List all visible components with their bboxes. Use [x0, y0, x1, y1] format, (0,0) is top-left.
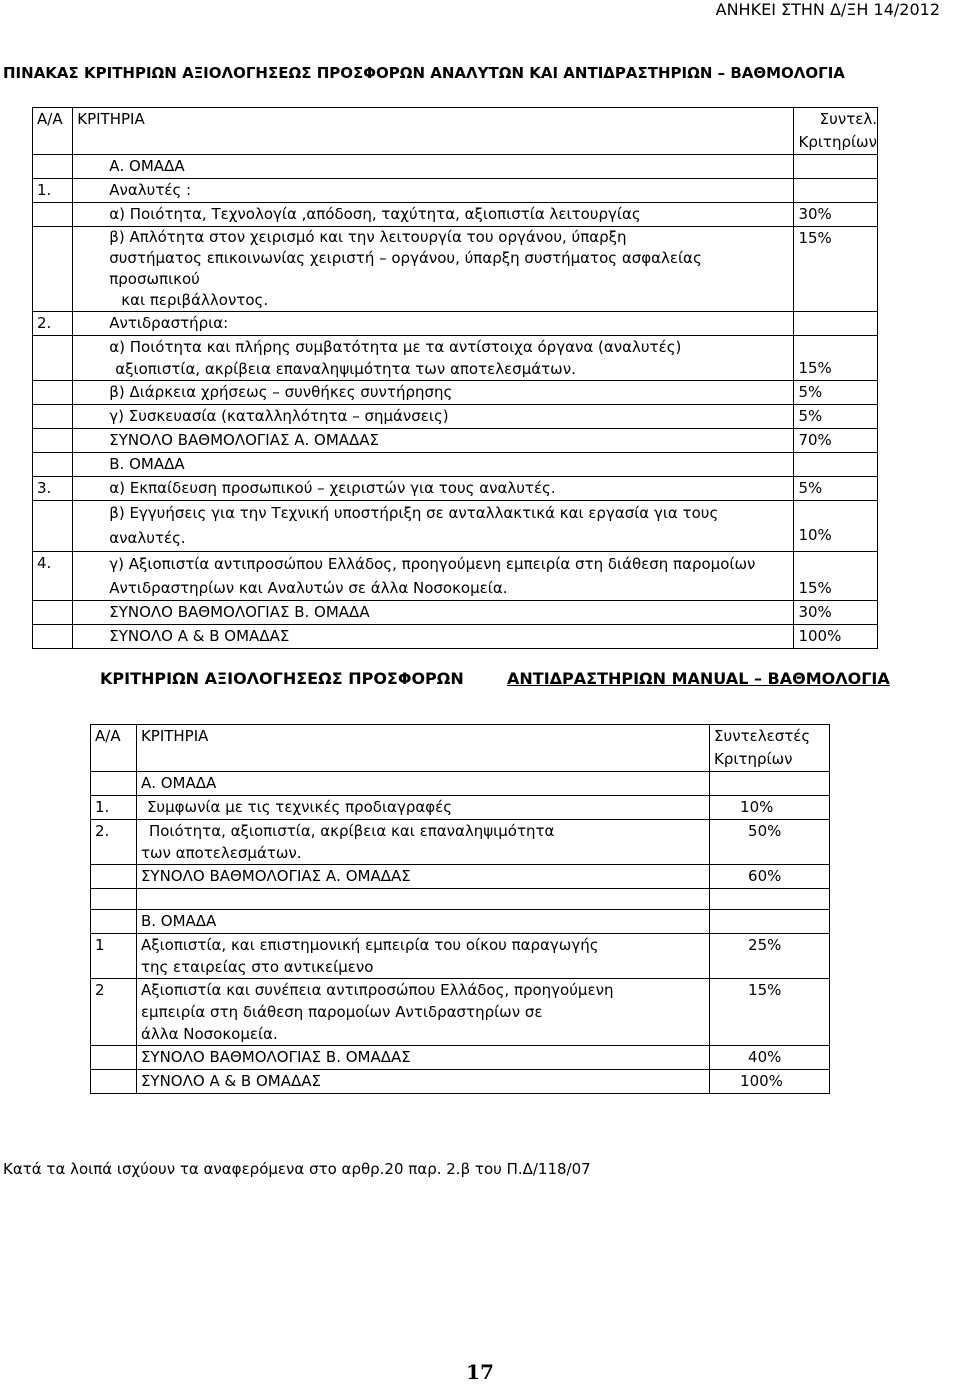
criterion-value [794, 501, 878, 552]
total-value: 100% [710, 1070, 830, 1094]
table-row [33, 336, 878, 381]
col-aa: Α/Α [33, 108, 73, 155]
row-number: 1 [91, 934, 137, 979]
criterion-line: Ποιότητα, αξιοπιστία, ακρίβεια και επαναληψιμότητα [148, 822, 555, 840]
criterion-line: γ) Αξιοπιστία αντιπροσώπου Ελλάδος, προηγούμενη εμπειρία στη διάθεση παρομοίων [109, 555, 756, 573]
table2-title [100, 669, 464, 688]
criterion-value: 5% [794, 405, 878, 429]
row-number: 2. [91, 820, 137, 865]
group-row [33, 155, 878, 179]
group-a-label: Α. ΟΜΑΔΑ [73, 155, 794, 179]
group-row [33, 453, 878, 477]
col-criteria: ΚΡΙΤΗΡΙΑ [73, 108, 794, 155]
table2-title-part1: ΚΡΙΤΗΡΙΩΝ ΑΞΙΟΛΟΓΗΣΕΩΣ ΠΡΟΣΦΟΡΩΝ [100, 669, 464, 688]
criterion-value: 50% [710, 820, 830, 865]
row-title: Αντιδραστήρια: [73, 312, 794, 336]
criterion-text: α) Ποιότητα, Τεχνολογία ,απόδοση, ταχύτητα, αξιοπιστία λειτουργίας [73, 203, 794, 227]
table-row [91, 796, 830, 820]
total-row [33, 625, 878, 649]
total-value: 40% [710, 1046, 830, 1070]
total-row [91, 1046, 830, 1070]
criterion-value: 5% [794, 381, 878, 405]
total-value: 60% [710, 865, 830, 889]
criterion-text: γ) Συσκευασία (καταλληλότητα – σημάνσεις) [73, 405, 794, 429]
criterion-value-text: 15% [798, 359, 832, 377]
total-value: 70% [794, 429, 878, 453]
total-row [91, 865, 830, 889]
criterion-line: β) Απλότητα στον χειρισμό και την λειτουργία του οργάνου, ύπαρξη [109, 228, 627, 246]
row-title: Αναλυτές : [73, 179, 794, 203]
criterion-line: και περιβάλλοντος. [121, 291, 269, 309]
criterion-text [136, 934, 709, 979]
row-number: 3. [33, 477, 73, 501]
col-coef-line1: Συντελεστές [714, 727, 811, 745]
table-row [33, 227, 878, 312]
criterion-text: β) Διάρκεια χρήσεως – συνθήκες συντήρησης [73, 381, 794, 405]
total-row [33, 429, 878, 453]
footnote: Κατά τα λοιπά ισχύουν τα αναφερόμενα στο αρθρ.20 παρ. 2.β του Π.Δ/118/07 [3, 1160, 591, 1178]
criterion-text [73, 336, 794, 381]
row-number: 1. [91, 796, 137, 820]
criterion-value: 15% [710, 979, 830, 1046]
group-a-label: Α. ΟΜΑΔΑ [136, 772, 709, 796]
criteria-table-analyzers [32, 107, 878, 649]
total-label: ΣΥΝΟΛΟ ΒΑΘΜΟΛΟΓΙΑΣ Α. ΟΜΑΔΑΣ [136, 865, 709, 889]
table2-title-right [507, 669, 890, 688]
table-row [91, 934, 830, 979]
criterion-value-text: 15% [798, 579, 832, 597]
table2-title-part2: ΑΝΤΙΔΡΑΣΤΗΡΙΩΝ MANUAL – ΒΑΘΜΟΛΟΓΙΑ [507, 669, 890, 688]
criterion-line: συστήματος επικοινωνίας χειριστή – οργάνου, ύπαρξη συστήματος ασφαλείας προσωπικού [109, 249, 702, 288]
page-number: 17 [466, 1360, 494, 1384]
criterion-text [136, 820, 709, 865]
table-row [33, 477, 878, 501]
total-label: ΣΥΝΟΛΟ Α & Β ΟΜΑΔΑΣ [73, 625, 794, 649]
col-coefficient [710, 725, 830, 772]
group-row [91, 910, 830, 934]
criterion-line: αξιοπιστία, ακρίβεια επαναληψιμότητα των αποτελεσμάτων. [115, 360, 576, 378]
total-row [91, 1070, 830, 1094]
criterion-line: Αξιοπιστία και συνέπεια αντιπροσώπου Ελλάδος, προηγούμενη [140, 981, 614, 999]
criterion-value [794, 336, 878, 381]
criterion-value: 30% [794, 203, 878, 227]
criterion-line: των αποτελεσμάτων. [140, 844, 302, 862]
criteria-table-manual [90, 724, 830, 1094]
group-row [91, 772, 830, 796]
criterion-line: α) Ποιότητα και πλήρης συμβατότητα με τα αντίστοιχα όργανα (αναλυτές) [109, 338, 682, 356]
row-number: 2. [33, 312, 73, 336]
total-row [33, 601, 878, 625]
row-number: 4. [33, 552, 73, 601]
criterion-value: 25% [710, 934, 830, 979]
criterion-text: β) Εγγυήσεις για την Τεχνική υποστήριξη σε ανταλλακτικά και εργασία για τους αναλυτές. [73, 501, 794, 552]
table-row [33, 501, 878, 552]
table-row [33, 203, 878, 227]
table-row [33, 179, 878, 203]
col-coefficient [794, 108, 878, 155]
table-row [91, 820, 830, 865]
col-coef-line2: Κριτηρίων [798, 133, 877, 151]
criterion-text: α) Εκπαίδευση προσωπικού – χειριστών για τους αναλυτές. [73, 477, 794, 501]
group-b-label: Β. ΟΜΑΔΑ [136, 910, 709, 934]
table-row [33, 552, 878, 601]
criterion-line: Αξιοπιστία, και επιστημονική εμπειρία του οίκου παραγωγής [140, 936, 599, 954]
criterion-value: 5% [794, 477, 878, 501]
criterion-text [73, 552, 794, 601]
criterion-line: της εταιρείας στο αντικείμενο [140, 958, 374, 976]
spacer-row [91, 889, 830, 910]
criterion-value-text: 10% [798, 526, 832, 544]
table-header-row [33, 108, 878, 155]
table-header-row [91, 725, 830, 772]
total-value: 100% [794, 625, 878, 649]
criterion-value: 10% [710, 796, 830, 820]
criterion-value: 15% [794, 227, 878, 312]
group-b-label: Β. ΟΜΑΔΑ [73, 453, 794, 477]
criterion-text: Συμφωνία με τις τεχνικές προδιαγραφές [136, 796, 709, 820]
total-label: ΣΥΝΟΛΟ Α & Β ΟΜΑΔΑΣ [136, 1070, 709, 1094]
total-label: ΣΥΝΟΛΟ ΒΑΘΜΟΛΟΓΙΑΣ Β. ΟΜΑΔΑΣ [136, 1046, 709, 1070]
total-label: ΣΥΝΟΛΟ ΒΑΘΜΟΛΟΓΙΑΣ Β. ΟΜΑΔΑ [73, 601, 794, 625]
total-value: 30% [794, 601, 878, 625]
criterion-text [73, 227, 794, 312]
row-number: 1. [33, 179, 73, 203]
row-number: 2 [91, 979, 137, 1046]
col-aa: Α/Α [91, 725, 137, 772]
col-criteria: ΚΡΙΤΗΡΙΑ [136, 725, 709, 772]
criterion-line: Αντιδραστηρίων και Αναλυτών σε άλλα Νοσοκομεία. [109, 579, 508, 597]
table-row [33, 312, 878, 336]
criterion-text [136, 979, 709, 1046]
header-reference: ΑΝΗΚΕΙ ΣΤΗΝ Δ/ΞΗ 14/2012 [715, 0, 940, 19]
criterion-value [794, 552, 878, 601]
col-coef-line1: Συντελ. [819, 110, 877, 128]
table-row [33, 405, 878, 429]
criterion-line: άλλα Νοσοκομεία. [140, 1025, 278, 1043]
col-coef-line2: Κριτηρίων [714, 750, 793, 768]
table-row [91, 979, 830, 1046]
criterion-line: εμπειρία στη διάθεση παρομοίων Αντιδραστηρίων σε [140, 1003, 543, 1021]
total-label: ΣΥΝΟΛΟ ΒΑΘΜΟΛΟΓΙΑΣ Α. ΟΜΑΔΑΣ [73, 429, 794, 453]
table1-title: ΠΙΝΑΚΑΣ ΚΡΙΤΗΡΙΩΝ ΑΞΙΟΛΟΓΗΣΕΩΣ ΠΡΟΣΦΟΡΩΝ ΑΝΑΛΥΤΩΝ ΚΑΙ ΑΝΤΙΔΡΑΣΤΗΡΙΩΝ – ΒΑΘΜΟΛΟΓΙΑ [3, 64, 845, 82]
table-row [33, 381, 878, 405]
